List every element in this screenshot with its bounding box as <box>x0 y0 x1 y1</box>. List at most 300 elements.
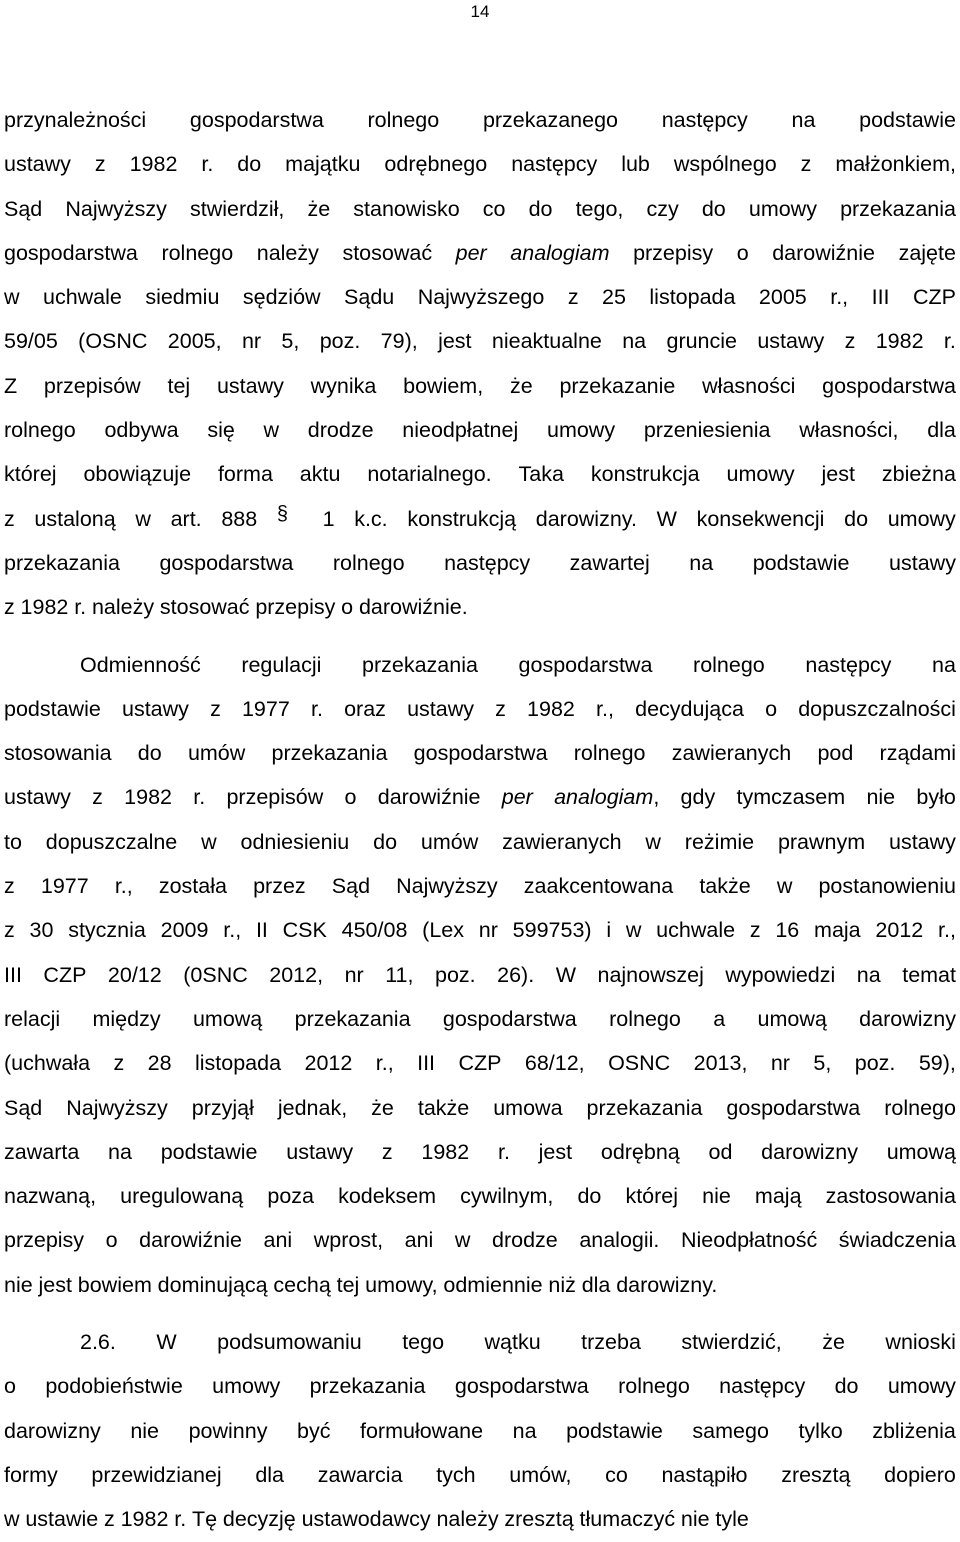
word: gospodarstwa <box>726 1095 861 1120</box>
word: odrębnego <box>384 152 488 177</box>
word: zbliżenia <box>872 1418 956 1443</box>
word: 28 <box>147 1051 172 1076</box>
word: 2005 <box>758 285 807 310</box>
word: należy <box>436 1507 499 1532</box>
word: przekazania <box>309 1374 426 1399</box>
word: stycznia <box>68 918 146 943</box>
text-line <box>4 731 956 775</box>
word: mają <box>754 1184 802 1209</box>
word: ustawy <box>216 373 284 398</box>
word: na <box>689 550 714 575</box>
word: dominującą <box>157 1272 268 1297</box>
text-line <box>4 1409 956 1453</box>
text-line <box>4 1263 956 1307</box>
word: 450/08 <box>341 918 408 943</box>
word: 30 <box>29 918 54 943</box>
text-line <box>4 319 956 363</box>
word: ustawy <box>889 550 956 575</box>
word: gospodarstwa <box>189 108 324 132</box>
word: rządami <box>879 741 956 766</box>
text-line <box>4 1364 956 1408</box>
word: w <box>201 829 217 854</box>
word: jest <box>438 329 472 354</box>
word: Sądu <box>344 285 395 310</box>
word: nie <box>130 1418 160 1443</box>
word: tego, <box>575 196 624 221</box>
word: nr <box>241 329 262 354</box>
word: umowy <box>748 196 817 221</box>
word: 599753) <box>512 918 592 943</box>
word: III <box>871 285 890 310</box>
word: ustawy <box>757 329 825 354</box>
word: CZP <box>458 1051 502 1076</box>
word: formułowane <box>359 1418 484 1443</box>
word: umowy <box>212 1374 281 1399</box>
word: nazwaną, <box>4 1184 97 1209</box>
word: W <box>156 1330 177 1355</box>
word: darowiźnie <box>139 1228 242 1253</box>
text-line <box>4 541 956 585</box>
word: gospodarstwa <box>442 1006 577 1031</box>
word: świadczenia <box>838 1228 956 1253</box>
word: się <box>207 418 235 443</box>
word: na <box>108 1139 132 1164</box>
word: jest <box>821 462 855 487</box>
word: odrębną <box>600 1139 680 1164</box>
word: do <box>844 506 869 531</box>
word: ustawy <box>889 829 956 854</box>
text-line <box>4 231 956 275</box>
word: przekazanie <box>559 373 676 398</box>
word: niż <box>548 1272 576 1297</box>
word: której <box>4 462 57 487</box>
word: bowiem, <box>403 373 484 398</box>
word: (OSNC <box>78 329 148 354</box>
word: ustawy <box>286 1139 354 1164</box>
word: relacji <box>4 1006 61 1031</box>
word: per <box>455 240 487 265</box>
word: umowy <box>887 1374 956 1399</box>
word: III <box>417 1051 436 1076</box>
text-line <box>4 864 956 908</box>
word: w <box>263 418 280 443</box>
word: podstawie <box>859 108 956 132</box>
text-line <box>4 98 956 142</box>
word: konstrukcją <box>407 506 517 531</box>
word: CZP <box>43 962 87 987</box>
word: r. <box>201 152 214 177</box>
word: tłumaczyć <box>579 1507 676 1532</box>
word: najnowszej <box>597 962 704 987</box>
word: r. <box>174 1507 187 1532</box>
word: zastosowania <box>825 1184 956 1209</box>
word: gospodarstwa <box>518 652 653 677</box>
word: cywilnym, <box>460 1184 554 1209</box>
word: pod <box>817 741 854 766</box>
word: uchwale <box>42 285 122 310</box>
word: poz. <box>434 962 476 987</box>
word: postanowieniu <box>818 874 956 899</box>
word: tej <box>167 373 191 398</box>
word: do <box>137 741 162 766</box>
text-line <box>4 820 956 864</box>
word: darowiźnie. <box>358 595 468 620</box>
word: stwierdzić, <box>681 1330 782 1355</box>
word: od <box>708 1139 733 1164</box>
word: gdy <box>680 785 716 810</box>
word: CZP <box>912 285 956 310</box>
word: nie <box>4 1272 33 1297</box>
word: 1977 <box>40 874 89 899</box>
word: 1982 <box>527 696 575 721</box>
word: do <box>577 1184 602 1209</box>
word: 25 <box>602 285 626 310</box>
word: Z <box>4 373 18 398</box>
word: 2012 <box>875 918 924 943</box>
word: Najwyższy <box>396 874 498 899</box>
word: ani <box>404 1228 434 1253</box>
word: obowiązuje <box>83 462 192 487</box>
word: ustawie <box>25 1507 99 1532</box>
word: forma <box>217 462 273 487</box>
word: tych <box>436 1462 476 1487</box>
word: przewidzianej <box>91 1462 222 1487</box>
word: 2005, <box>167 329 222 354</box>
paragraph-gap <box>4 630 956 643</box>
word: że <box>509 373 533 398</box>
word: do <box>701 196 726 221</box>
word: rolnego <box>609 1006 681 1031</box>
word: wspólnego <box>673 152 777 177</box>
word: rolnego <box>4 418 76 443</box>
word: dopiero <box>884 1462 956 1487</box>
word: do <box>373 829 398 854</box>
word: ustawy <box>407 696 474 721</box>
word: lub <box>621 152 650 177</box>
text-line <box>4 408 956 452</box>
word: umową <box>757 1006 827 1031</box>
word: stwierdził, <box>190 196 285 221</box>
word: rolnego <box>161 240 234 265</box>
word: nr <box>478 918 498 943</box>
word: czy <box>646 196 679 221</box>
word: rolnego <box>618 1374 690 1399</box>
word: jest <box>38 1272 72 1297</box>
word: Odmienność <box>80 652 201 677</box>
text-line <box>4 497 956 541</box>
word: z <box>4 874 15 899</box>
word: temat <box>902 962 956 987</box>
word: że <box>307 196 331 221</box>
word: w <box>4 1507 20 1532</box>
word: ustawodawcy <box>301 1507 431 1532</box>
word: także <box>417 1095 470 1120</box>
word: gospodarstwa <box>413 741 548 766</box>
word: i <box>606 918 612 943</box>
word: k.c. <box>354 506 388 531</box>
word: zresztą <box>781 1462 851 1487</box>
word: umów, <box>509 1462 572 1487</box>
word: 1 <box>322 506 335 531</box>
word: przekazania <box>4 550 120 575</box>
word: nie <box>680 1507 710 1532</box>
text-line <box>4 775 956 819</box>
word: podstawie <box>160 1139 258 1164</box>
word: należy <box>91 595 155 620</box>
word: 2012 <box>304 1051 353 1076</box>
word: konsekwencji <box>696 506 825 531</box>
word: r., <box>596 696 614 721</box>
word: umowy <box>726 462 795 487</box>
word: z <box>92 785 103 810</box>
text-line <box>4 1041 956 1085</box>
word: tej <box>336 1272 360 1297</box>
word: o <box>765 696 778 721</box>
word: r. <box>497 1139 510 1164</box>
word: ustawy <box>4 785 71 810</box>
word: wnioski <box>885 1330 956 1355</box>
word: darowizny <box>761 1139 858 1164</box>
word: ani <box>263 1228 293 1253</box>
word: na <box>512 1418 537 1443</box>
word: gospodarstwa <box>822 373 956 398</box>
word: umowa <box>493 1095 563 1120</box>
word: darowiźnie <box>772 240 875 265</box>
word: została <box>158 874 227 899</box>
word: poza <box>267 1184 314 1209</box>
word: odbywa <box>104 418 179 443</box>
word: z <box>104 1507 115 1532</box>
word: umów <box>187 741 246 766</box>
word: podobieństwie <box>45 1374 183 1399</box>
word: umowy <box>887 506 956 531</box>
word: wątku <box>484 1330 541 1355</box>
word: 59), <box>918 1051 956 1076</box>
word: uchwale <box>656 918 736 943</box>
word: analogii. <box>579 1228 660 1253</box>
word: 1982 <box>421 1139 470 1164</box>
word: z <box>4 595 15 620</box>
word: przyjął <box>191 1095 254 1120</box>
word: tymczasem <box>736 785 846 810</box>
word: OSNC <box>608 1051 671 1076</box>
word: uregulowaną <box>120 1184 244 1209</box>
word: majątku <box>285 152 361 177</box>
word: z <box>94 152 106 177</box>
word: było <box>916 785 956 810</box>
word: odniesieniu <box>240 829 350 854</box>
word: 1982 <box>120 1507 169 1532</box>
word: darowizny. <box>616 1272 718 1297</box>
word: zawartej <box>569 550 650 575</box>
word: nie <box>702 1184 731 1209</box>
word: przekazania <box>362 652 478 677</box>
word: a <box>713 1006 726 1031</box>
word: darowizny. <box>535 506 637 531</box>
word: Sąd <box>4 1095 43 1120</box>
word: 2.6. <box>80 1330 116 1355</box>
word: następcy <box>719 1374 806 1399</box>
word: jednak, <box>277 1095 348 1120</box>
word: w <box>776 874 793 899</box>
word: prawnym <box>777 829 866 854</box>
word: z <box>567 285 579 310</box>
word: przepisów <box>226 785 324 810</box>
text-line <box>4 687 956 731</box>
word: stosowania <box>4 741 112 766</box>
word: ustaloną <box>34 506 116 531</box>
word: oraz <box>344 696 386 721</box>
text-line <box>4 1320 956 1364</box>
word: o <box>736 240 749 265</box>
word: zawarcia <box>317 1462 403 1487</box>
word: stosować <box>159 595 250 620</box>
word: Najwyższy <box>65 196 167 221</box>
word: nieaktualne <box>491 329 602 354</box>
word: co <box>605 1462 628 1487</box>
word: następcy <box>805 652 892 677</box>
word: o <box>344 785 357 810</box>
word: własności <box>702 373 796 398</box>
word: nr <box>770 1051 790 1076</box>
word: nieodpłatnej <box>402 418 519 443</box>
word: 1977 <box>241 696 290 721</box>
text-line <box>4 364 956 408</box>
word: nr <box>344 962 364 987</box>
text-line <box>4 1497 956 1541</box>
word: decydująca <box>635 696 744 721</box>
word: zajęte <box>898 240 956 265</box>
word: stosować <box>342 240 433 265</box>
word: rolnego <box>693 652 765 677</box>
word: to <box>4 829 22 854</box>
word: w <box>135 506 151 531</box>
text-line <box>4 275 956 319</box>
text-line <box>4 585 956 629</box>
text-line <box>4 953 956 997</box>
word: w <box>4 285 20 310</box>
document-body <box>4 98 956 1542</box>
word: konstrukcja <box>590 462 700 487</box>
word: następcy <box>511 152 598 177</box>
word: 5, <box>281 329 300 354</box>
word: Nieodpłatność <box>680 1228 818 1253</box>
word: przez <box>253 874 306 899</box>
word: umową <box>192 1006 263 1031</box>
word: następcy <box>661 108 748 132</box>
word: z <box>749 918 761 943</box>
word: w <box>645 829 661 854</box>
word: analogiam, <box>554 785 660 810</box>
word: o <box>105 1228 118 1253</box>
word: z <box>4 506 15 531</box>
word: tego <box>402 1330 445 1355</box>
text-line <box>4 908 956 952</box>
word: zbieżna <box>881 462 956 487</box>
page-number: 14 <box>470 2 490 21</box>
word: (Lex <box>422 918 464 943</box>
word: r., <box>223 918 242 943</box>
text-line <box>4 1086 956 1130</box>
word: co <box>482 196 506 221</box>
word: 68/12, <box>524 1051 585 1076</box>
word: art. <box>170 506 202 531</box>
word: bowiem <box>77 1272 152 1297</box>
word: rolnego <box>367 108 440 132</box>
word: że <box>822 1330 845 1355</box>
word: r. <box>310 696 323 721</box>
word: 888 <box>221 506 258 531</box>
word: 1982 <box>129 152 178 177</box>
word: 26). <box>497 962 535 987</box>
text-line <box>4 1174 956 1218</box>
word: r., <box>938 918 956 943</box>
word: umową <box>886 1139 956 1164</box>
word: 5, <box>813 1051 832 1076</box>
word: II <box>255 918 268 943</box>
word: z <box>381 1139 393 1164</box>
word: między <box>92 1006 161 1031</box>
word: przekazania <box>840 196 956 221</box>
word: powinny <box>188 1418 268 1443</box>
word: z <box>113 1051 125 1076</box>
word: o <box>341 595 354 620</box>
word: jest <box>538 1139 573 1164</box>
word: przepisy <box>633 240 714 265</box>
section-sign: § <box>276 502 289 525</box>
word: notarialnego. <box>367 462 492 487</box>
word: małżonkiem, <box>835 152 956 177</box>
word: zawarta <box>4 1139 80 1164</box>
word: Tę <box>191 1507 218 1532</box>
word: reżimie <box>684 829 755 854</box>
word: aktu <box>299 462 341 487</box>
text-line <box>4 187 956 231</box>
word: siedmiu <box>145 285 220 310</box>
word: W <box>555 962 576 987</box>
word: 1982 <box>20 595 69 620</box>
word: na <box>856 962 881 987</box>
word: r. <box>74 595 87 620</box>
word: dla <box>927 418 956 443</box>
word: Najwyższy <box>66 1095 168 1120</box>
word: darowiźnie <box>377 785 481 810</box>
word: podstawie <box>752 550 850 575</box>
word: drodze <box>307 418 374 443</box>
word: przepisy <box>4 1228 85 1253</box>
word: 1982 <box>124 785 173 810</box>
word: darowizny <box>859 1006 956 1031</box>
word: zawieranych <box>671 741 792 766</box>
word: analogiam <box>510 240 610 265</box>
word: przekazanego <box>482 108 619 132</box>
word: przekazania <box>586 1095 703 1120</box>
word: umowy <box>546 418 616 443</box>
word: umowy, <box>365 1272 438 1297</box>
word: stanowisko <box>353 196 460 221</box>
word: w <box>454 1228 471 1253</box>
word: z <box>4 918 15 943</box>
word: dla <box>581 1272 611 1297</box>
word: r., <box>375 1051 394 1076</box>
word: decyzję <box>222 1507 296 1532</box>
word: listopada <box>194 1051 282 1076</box>
text-line <box>4 452 956 496</box>
word: (uchwała <box>4 1051 91 1076</box>
word: cechą <box>273 1272 331 1297</box>
word: r. <box>943 329 956 354</box>
word: wynika <box>310 373 377 398</box>
